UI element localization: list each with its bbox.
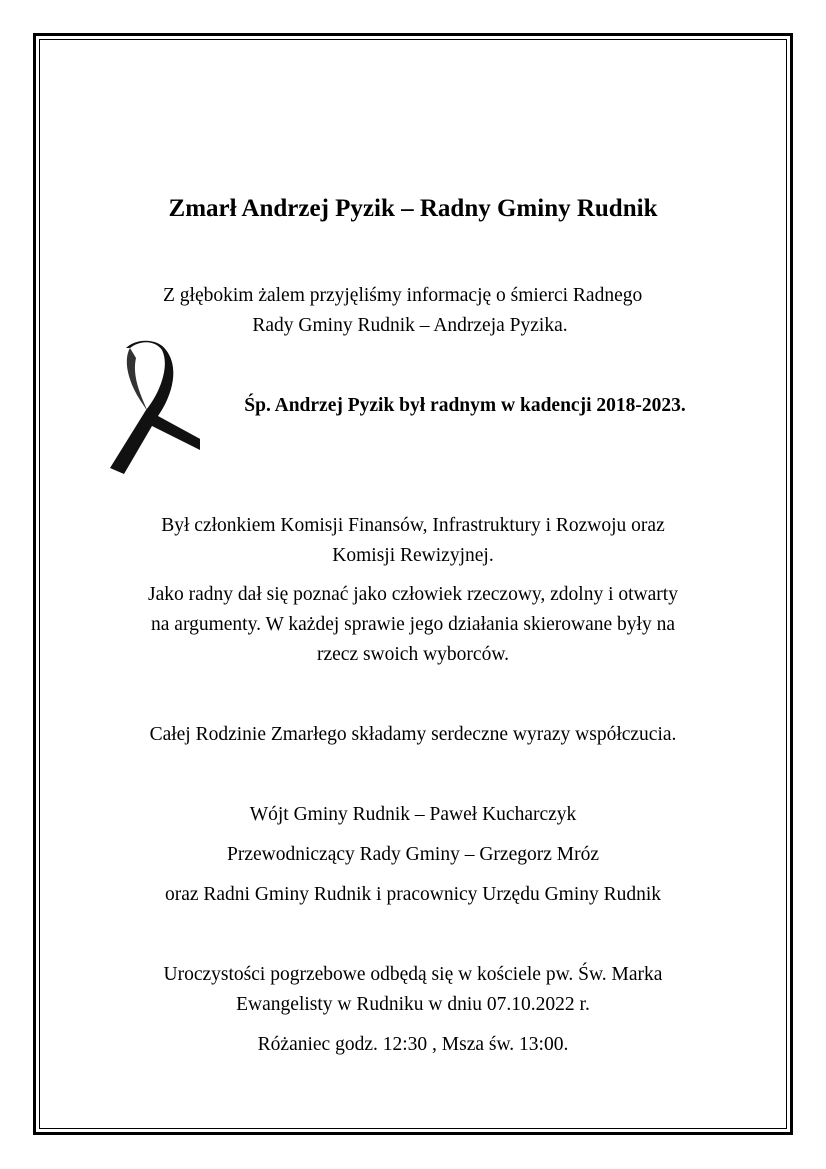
- term-statement: Śp. Andrzej Pyzik był radnym w kadencji 2018-2023.: [244, 395, 686, 416]
- mourning-ribbon-icon: [100, 338, 200, 478]
- signature-line-2: Przewodniczący Rady Gminy – Grzegorz Mróz: [227, 844, 599, 865]
- character-line-1: Jako radny dał się poznać jako człowiek rzeczowy, zdolny i otwarty: [148, 584, 678, 605]
- funeral-line-3: Różaniec godz. 12:30 , Msza św. 13:00.: [257, 1034, 569, 1055]
- member-line-2: Komisji Rewizyjnej.: [332, 545, 494, 566]
- funeral-line-1: Uroczystości pogrzebowe odbędą się w kościele pw. Św. Marka: [163, 964, 663, 985]
- signature-line-3: oraz Radni Gminy Rudnik i pracownicy Urzędu Gminy Rudnik: [164, 884, 662, 905]
- funeral-line-2: Ewangelisty w Rudniku w dniu 07.10.2022 r.: [236, 994, 590, 1015]
- character-line-3: rzecz swoich wyborców.: [316, 644, 510, 665]
- character-line-2: na argumenty. W każdej sprawie jego działania skierowane były na: [151, 614, 675, 635]
- page-title: Zmarł Andrzej Pyzik – Radny Gminy Rudnik: [168, 195, 658, 222]
- signature-line-1: Wójt Gminy Rudnik – Paweł Kucharczyk: [249, 804, 577, 825]
- intro-line-1: Z głębokim żalem przyjęliśmy informację o śmierci Radnego: [163, 285, 643, 306]
- member-line-1: Był członkiem Komisji Finansów, Infrastruktury i Rozwoju oraz: [161, 515, 665, 536]
- condolences: Całej Rodzinie Zmarłego składamy serdeczne wyrazy współczucia.: [149, 724, 677, 745]
- intro-line-2: Rady Gminy Rudnik – Andrzeja Pyzika.: [252, 315, 568, 336]
